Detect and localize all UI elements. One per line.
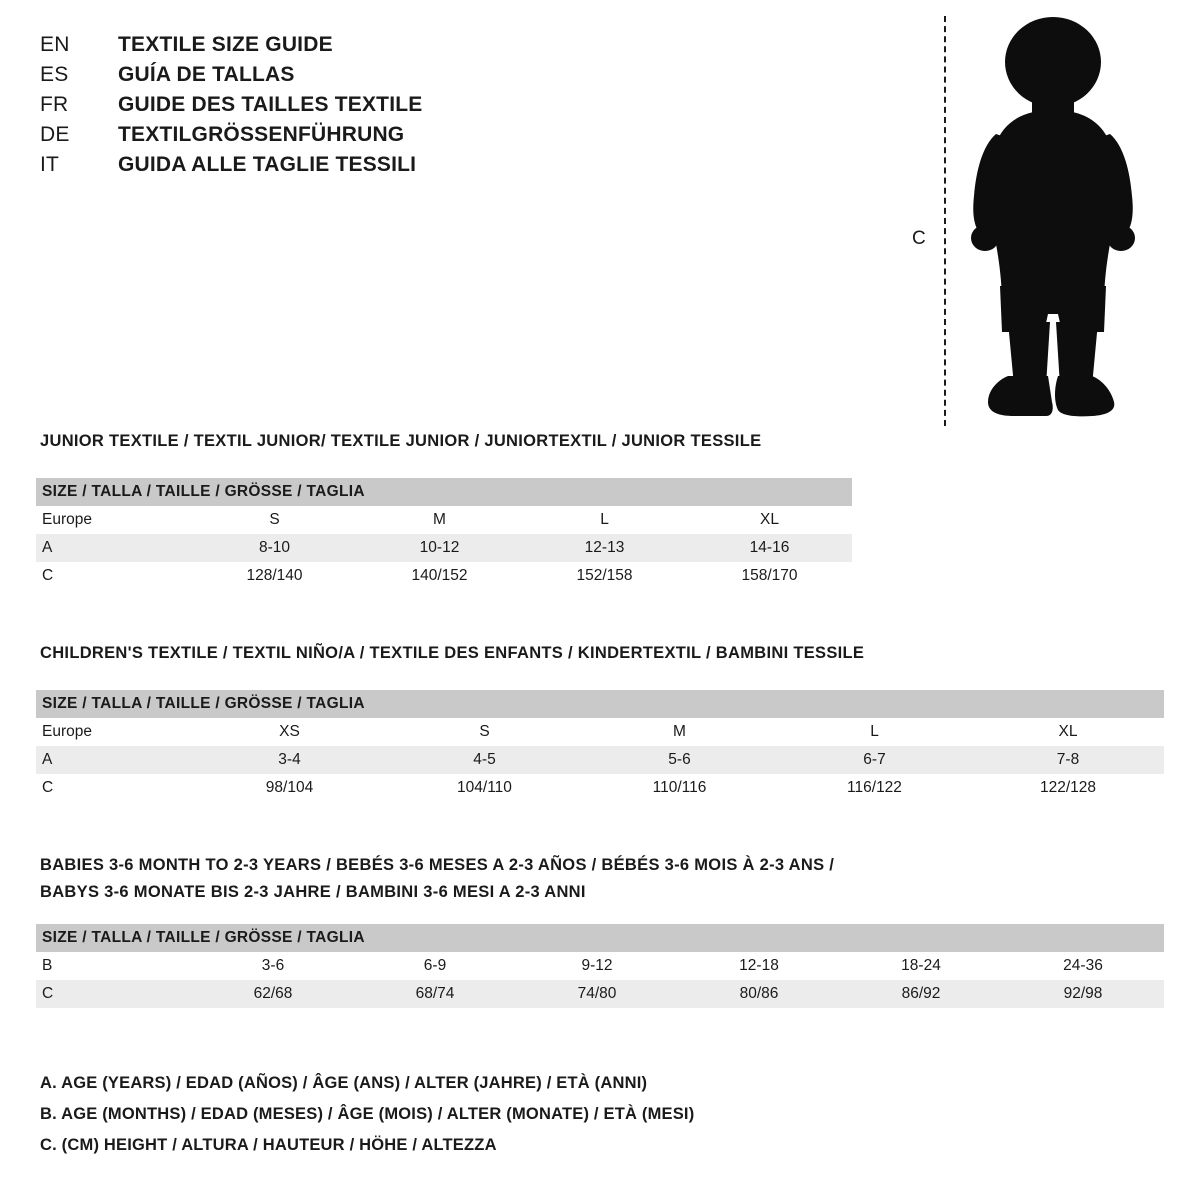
- table-band-row: [36, 478, 852, 506]
- header-region-label: Europe: [42, 723, 92, 740]
- cell-value: 24-36: [1063, 957, 1103, 974]
- section-heading-junior: JUNIOR TEXTILE / TEXTIL JUNIOR/ TEXTILE JUNIOR / JUNIORTEXTIL / JUNIOR TESSILE: [40, 432, 762, 450]
- language-row-it: [40, 150, 600, 180]
- cell-value: 4-5: [473, 751, 496, 768]
- header-size-xl: XL: [1058, 723, 1078, 740]
- height-measure-label: C: [912, 228, 926, 249]
- table-band-row: [36, 924, 1164, 952]
- language-title: GUIDA ALLE TAGLIE TESSILI: [118, 153, 417, 176]
- row-label-b: B: [42, 957, 53, 974]
- language-code: EN: [40, 33, 70, 56]
- language-row-en: [40, 30, 600, 60]
- row-label-c: C: [42, 779, 54, 796]
- header-size-m: M: [433, 511, 446, 528]
- language-code: ES: [40, 63, 69, 86]
- language-row-es: [40, 60, 600, 90]
- child-silhouette-icon: [958, 14, 1148, 429]
- cell-value: 92/98: [1063, 985, 1103, 1002]
- language-row-de: [40, 120, 600, 150]
- cell-value: 74/80: [577, 985, 617, 1002]
- cell-value: 110/116: [652, 779, 707, 796]
- header-size-l: L: [870, 723, 879, 740]
- header-size-m: M: [673, 723, 686, 740]
- cell-value: 80/86: [739, 985, 779, 1002]
- legend-line-b: B. AGE (MONTHS) / EDAD (MESES) / ÂGE (MOIS) / ALTER (MONATE) / ETÀ (MESI): [40, 1105, 695, 1123]
- cell-value: 3-6: [261, 957, 285, 974]
- language-code: IT: [40, 153, 60, 176]
- size-band-label: SIZE / TALLA / TAILLE / GRÖSSE / TAGLIA: [36, 690, 1164, 718]
- header-size-l: L: [600, 511, 609, 528]
- table-row: [36, 746, 1164, 774]
- size-table-junior: [36, 478, 852, 590]
- cell-value: 9-12: [581, 957, 613, 974]
- row-label-a: A: [42, 539, 53, 556]
- header-size-xs: XS: [279, 723, 300, 740]
- cell-value: 158/170: [741, 567, 798, 584]
- row-label-c: C: [42, 985, 54, 1002]
- language-title-list: [40, 30, 600, 180]
- cell-value: 86/92: [901, 985, 941, 1002]
- section-heading-babies-line1: BABIES 3-6 MONTH TO 2-3 YEARS / BEBÉS 3-6 MESES A 2-3 AÑOS / BÉBÉS 3-6 MOIS À 2-3 ANS /: [40, 856, 835, 874]
- cell-value: 128/140: [246, 567, 303, 584]
- height-measure-dashed-line: [944, 16, 946, 426]
- cell-value: 104/110: [457, 779, 512, 796]
- header-size-s: S: [479, 723, 490, 740]
- cell-value: 6-7: [863, 751, 886, 768]
- cell-value: 116/122: [847, 779, 902, 796]
- height-measure-figure: [900, 10, 1160, 430]
- row-label-a: A: [42, 751, 53, 768]
- size-band-label: SIZE / TALLA / TAILLE / GRÖSSE / TAGLIA: [36, 924, 1164, 952]
- cell-value: 152/158: [576, 567, 633, 584]
- table-row: [36, 774, 1164, 802]
- cell-value: 5-6: [668, 751, 691, 768]
- cell-value: 140/152: [411, 567, 468, 584]
- legend-line-a: A. AGE (YEARS) / EDAD (AÑOS) / ÂGE (ANS) / ALTER (JAHRE) / ETÀ (ANNI): [40, 1074, 648, 1092]
- cell-value: 12-18: [739, 957, 779, 974]
- cell-value: 122/128: [1039, 779, 1097, 796]
- cell-value: 14-16: [749, 539, 790, 556]
- size-table-children: [36, 690, 1164, 802]
- size-table-babies: [36, 924, 1164, 1008]
- table-row: [36, 534, 852, 562]
- language-title: TEXTILE SIZE GUIDE: [118, 33, 333, 56]
- language-code: FR: [40, 93, 69, 116]
- cell-value: 8-10: [258, 539, 291, 556]
- language-title: TEXTILGRÖSSENFÜHRUNG: [118, 123, 405, 146]
- header-size-s: S: [269, 511, 280, 528]
- cell-value: 68/74: [415, 985, 455, 1002]
- table-band-row: [36, 690, 1164, 718]
- table-row: [36, 562, 852, 590]
- language-code: DE: [40, 123, 70, 146]
- cell-value: 12-13: [584, 539, 625, 556]
- cell-value: 7-8: [1056, 751, 1080, 768]
- row-label-c: C: [42, 567, 54, 584]
- section-heading-children: CHILDREN'S TEXTILE / TEXTIL NIÑO/A / TEXTILE DES ENFANTS / KINDERTEXTIL / BAMBINI TESSILE: [40, 644, 865, 662]
- language-title: GUIDE DES TAILLES TEXTILE: [118, 93, 423, 116]
- language-row-fr: [40, 90, 600, 120]
- cell-value: 62/68: [253, 985, 293, 1002]
- cell-value: 3-4: [278, 751, 301, 768]
- language-title: GUÍA DE TALLAS: [118, 63, 295, 86]
- table-header-row: [36, 718, 1164, 746]
- legend-line-c: C. (CM) HEIGHT / ALTURA / HAUTEUR / HÖHE / ALTEZZA: [40, 1136, 497, 1154]
- section-heading-babies-line2: BABYS 3-6 MONATE BIS 2-3 JAHRE / BAMBINI 3-6 MESI A 2-3 ANNI: [40, 883, 586, 901]
- size-band-label: SIZE / TALLA / TAILLE / GRÖSSE / TAGLIA: [36, 478, 852, 506]
- table-header-row: [36, 506, 852, 534]
- cell-value: 10-12: [419, 539, 460, 556]
- table-row: [36, 980, 1164, 1008]
- legend-block: [40, 1068, 1040, 1161]
- header-size-xl: XL: [760, 511, 779, 528]
- cell-value: 98/104: [265, 779, 314, 796]
- header-region-label: Europe: [42, 511, 92, 528]
- cell-value: 6-9: [423, 957, 447, 974]
- table-row: [36, 952, 1164, 980]
- cell-value: 18-24: [901, 957, 941, 974]
